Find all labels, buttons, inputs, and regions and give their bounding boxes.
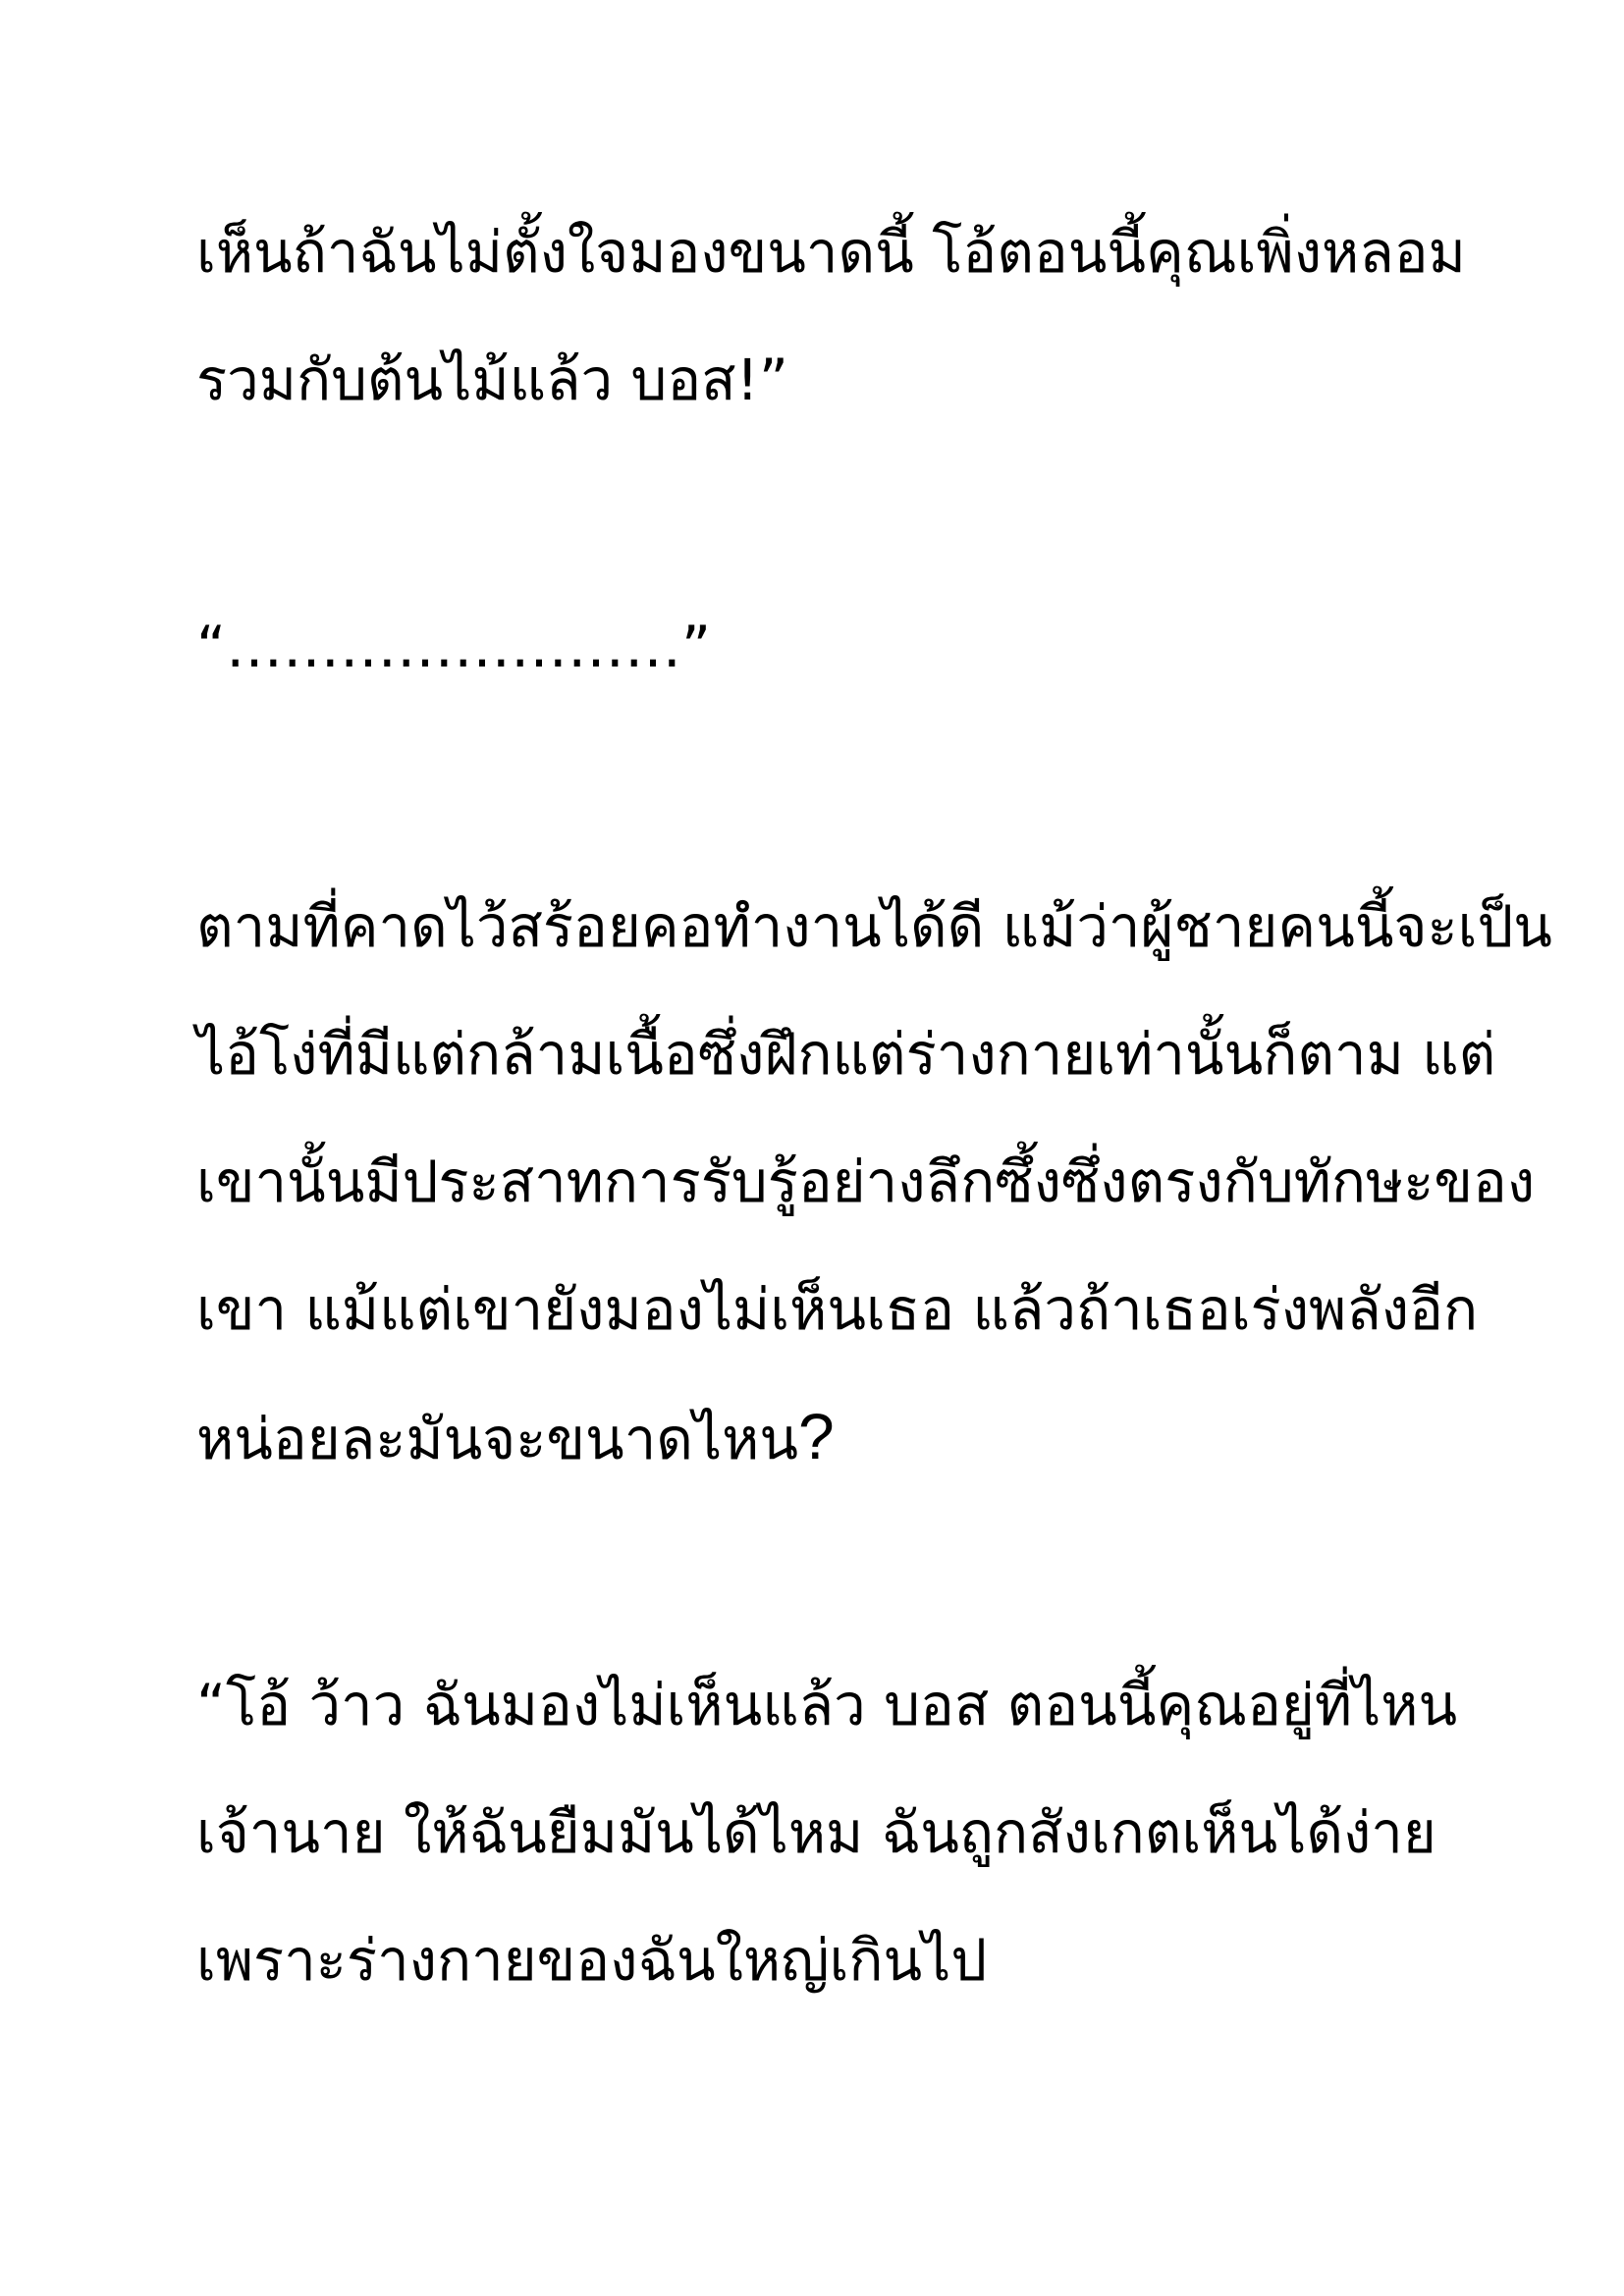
paragraph-3-line-4: เขา แม้แต่เขายังมองไม่เห็นเธอ แล้วถ้าเธอเร่งพลังอีก <box>196 1276 1479 1343</box>
question-mark: ? <box>798 1400 835 1472</box>
paragraph-3-line-2: ไอ้โง่ที่มีแต่กล้ามเนื้อซึ่งฝึกแต่ร่างกายเท่านั้นก็ตาม แต่ <box>196 1021 1496 1088</box>
paragraph-1-line-2: รวมกับต้นไม้แล้ว บอส!” <box>196 347 788 413</box>
paragraph-3-line-5 <box>196 1400 835 1472</box>
paragraph-3-line-3: เขานั้นมีประสาทการรับรู้อย่างลึกซึ้งซึ่งตรงกับทักษะของ <box>196 1148 1536 1215</box>
paragraph-3-line-1: ตามที่คาดไว้สร้อยคอทำงานได้ดี แม้ว่าผู้ชายคนนี้จะเป็น <box>196 893 1552 960</box>
paragraph-2-line-1: “……………………” <box>196 614 712 680</box>
paragraph-3-line-5-text: หน่อยละมันจะขนาดไหน <box>196 1406 798 1472</box>
paragraph-1-line-1: เห็นถ้าฉันไม่ตั้งใจมองขนาดนี้ โอ้ตอนนี้คุณเพิ่งหลอม <box>196 219 1466 286</box>
paragraph-4-line-1: “โอ้ ว้าว ฉันมองไม่เห็นแล้ว บอส ตอนนี้คุณอยู่ที่ไหน <box>196 1672 1458 1738</box>
paragraph-4-line-2: เจ้านาย ให้ฉันยืมมันได้ไหม ฉันถูกสังเกตเห็นได้ง่าย <box>196 1799 1436 1866</box>
paragraph-4-line-3: เพราะร่างกายของฉันใหญ่เกินไป <box>196 1927 988 1994</box>
